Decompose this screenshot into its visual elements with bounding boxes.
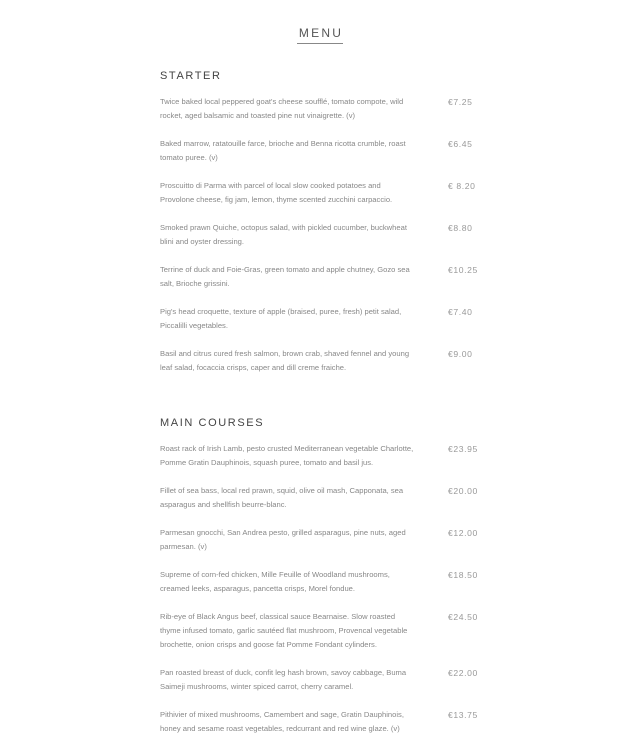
section-starter [160,70,490,372]
item-description: Terrine of duck and Foie-Gras, green tomato and apple chutney, Gozo sea salt, Brioche grissini. [160,265,410,288]
page-title [0,24,640,44]
item-price: €7.25 [448,97,473,107]
item-description: Twice baked local peppered goat's cheese soufflé, tomato compote, wild rocket, aged balsamic and toasted pine nut vinaigrette. (v) [160,97,404,120]
item-price: €22.00 [448,668,478,678]
section-main-courses [160,417,490,733]
item-description: Fillet of sea bass, local red prawn, squid, olive oil mash, Capponata, sea asparagus and shellfish beurre-blanc. [160,486,404,509]
item-description: Proscuitto di Parma with parcel of local slow cooked potatoes and Provolone cheese, fig jam, lemon, thyme scented zucchini carpaccio. [160,181,393,204]
section-title: STARTER [160,70,222,82]
item-price: €9.00 [448,349,473,359]
item-price: €12.00 [448,528,478,538]
item-price: €20.00 [448,486,478,496]
item-description: Baked marrow, ratatouille farce, brioche and Benna ricotta crumble, roast tomato puree. (v) [160,139,406,162]
item-description: Parmesan gnocchi, San Andrea pesto, grilled asparagus, pine nuts, aged parmesan. (v) [160,528,406,551]
item-price: €6.45 [448,139,473,149]
menu-heading: MENU [297,26,343,44]
item-description: Pig's head croquette, texture of apple (braised, puree, fresh) petit salad, Piccalilli vegetables. [160,307,402,330]
item-price: €8.80 [448,223,473,233]
item-description: Rib-eye of Black Angus beef, classical sauce Bearnaise. Slow roasted thyme infused tomato, garlic sautéed flat mushroom, Provencal vegetable brochette, onion crisps and goose fat Pomme Fondant cylinders. [160,612,408,649]
item-description: Pithivier of mixed mushrooms, Camembert and sage, Gratin Dauphinois, honey and sesame roast vegetables, redcurrant and red wine glaze. (v) [160,710,404,733]
item-description: Roast rack of Irish Lamb, pesto crusted Mediterranean vegetable Charlotte, Pomme Gratin Dauphinois, squash puree, tomato and basil jus. [160,444,414,467]
item-price: € 8.20 [448,181,476,191]
item-description: Smoked prawn Quiche, octopus salad, with pickled cucumber, buckwheat blini and oyster dressing. [160,223,407,246]
item-price: €10.25 [448,265,478,275]
item-price: €24.50 [448,612,478,622]
section-title: MAIN COURSES [160,417,265,429]
item-price: €23.95 [448,444,478,454]
item-description: Basil and citrus cured fresh salmon, brown crab, shaved fennel and young leaf salad, focaccia crisps, caper and dill creme fraiche. [160,349,410,372]
item-description: Supreme of corn-fed chicken, Mille Feuille of Woodland mushrooms, creamed leeks, asparagus, pancetta crisps, Morel fondue. [160,570,390,593]
item-price: €7.40 [448,307,473,317]
item-description: Pan roasted breast of duck, confit leg hash brown, savoy cabbage, Buma Saimeji mushrooms, winter spiced carrot, cherry caramel. [160,668,407,691]
item-price: €18.50 [448,570,478,580]
item-price: €13.75 [448,710,478,720]
